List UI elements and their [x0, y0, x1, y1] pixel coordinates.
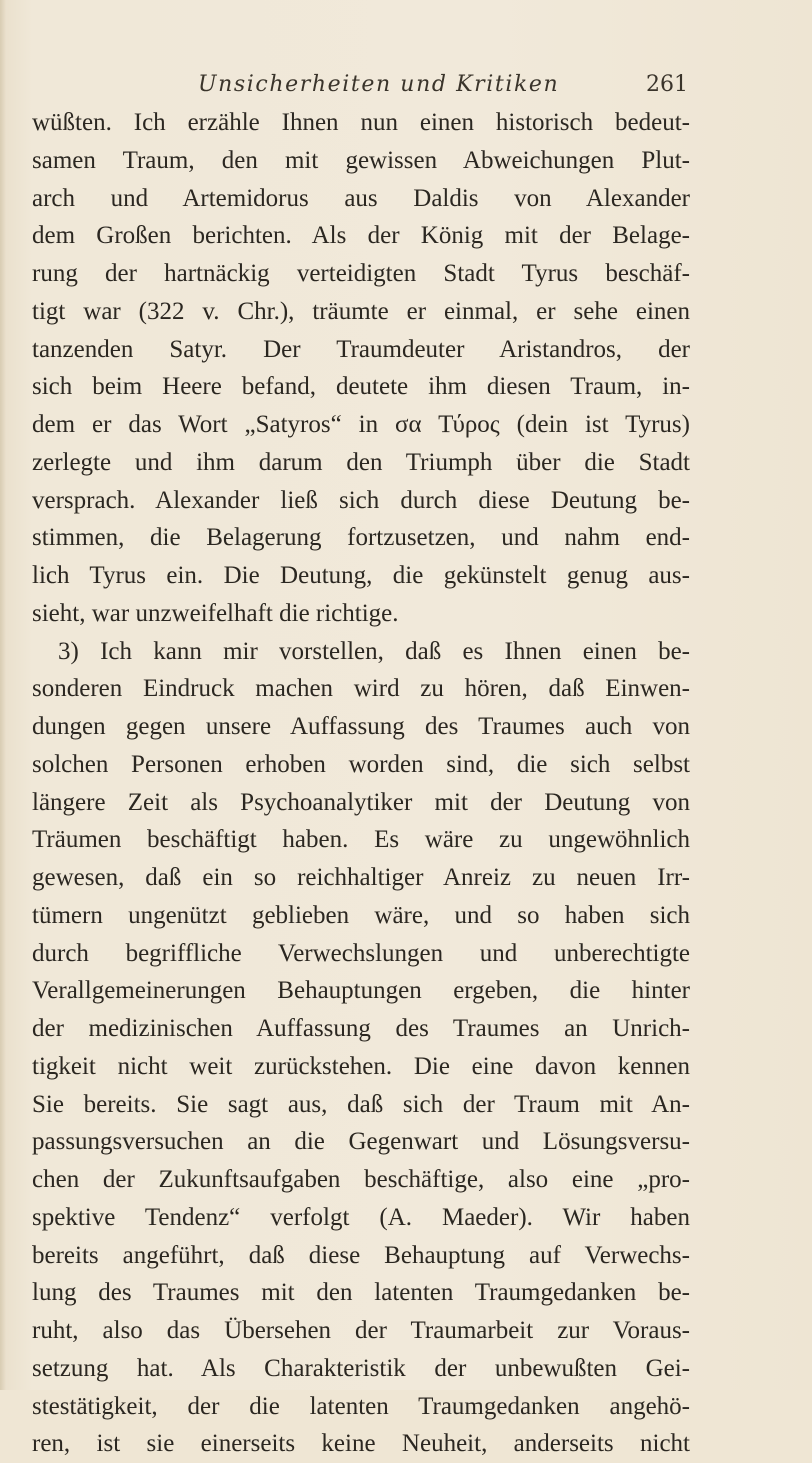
text-line: versprach. Alexander ließ sich durch diese Deutung be-	[32, 486, 690, 514]
text-line: dungen gegen unsere Auffassung des Traumes auch von	[32, 713, 690, 740]
text-line: setzung hat. Als Charakteristik der unbewußten Gei-	[32, 1354, 690, 1382]
text-line: gewesen, daß ein so reichhaltiger Anreiz zu neuen Irr-	[32, 864, 690, 891]
text-line: lich Tyrus ein. Die Deutung, die gekünstelt genug aus-	[32, 562, 690, 589]
text-line: Sie bereits. Sie sagt aus, daß sich der Traum mit An-	[32, 1090, 690, 1118]
text-line: Träumen beschäftigt haben. Es wäre zu ungewöhnlich	[32, 826, 690, 854]
text-line: chen der Zukunftsaufgaben beschäftige, also eine „pro-	[32, 1166, 690, 1193]
text-line: tümern ungenützt geblieben wäre, und so haben sich	[32, 901, 690, 929]
text-line: ren, ist sie einerseits keine Neuheit, anderseits nicht	[32, 1430, 690, 1458]
text-line: solchen Personen erhoben worden sind, die sich selbst	[32, 750, 690, 778]
text-line-paragraph-start: 3) Ich kann mir vorstellen, daß es Ihnen einen be-	[58, 637, 690, 665]
body-text	[32, 104, 690, 1463]
text-line: passungsversuchen an die Gegenwart und Lösungsversu-	[32, 1128, 690, 1156]
text-line: bereits angeführt, daß diese Behauptung auf Verwechs-	[32, 1241, 690, 1269]
text-line: tigkeit nicht weit zurückstehen. Die eine davon kennen	[32, 1052, 690, 1080]
text-line: ruht, also das Übersehen der Traumarbeit zur Voraus-	[32, 1317, 690, 1344]
text-line: lung des Traumes mit den latenten Traumgedanken be-	[32, 1279, 690, 1307]
page-header	[198, 72, 688, 102]
text-line: durch begriffliche Verwechslungen und unberechtigte	[32, 939, 690, 967]
page-number: 261	[646, 72, 688, 97]
text-line: spektive Tendenz“ verfolgt (A. Maeder). Wir haben	[32, 1203, 690, 1231]
text-line: arch und Artemidorus aus Daldis von Alexander	[32, 184, 690, 212]
text-line: Verallgemeinerungen Behauptungen ergeben, die hinter	[32, 977, 690, 1005]
text-line: längere Zeit als Psychoanalytiker mit der Deutung von	[32, 788, 690, 816]
text-line: stimmen, die Belagerung fortzusetzen, und nahm end-	[32, 524, 690, 552]
text-line: stestätigkeit, der die latenten Traumgedanken angehö-	[32, 1392, 690, 1420]
running-title: Unsicherheiten und Kritiken	[198, 72, 560, 97]
page-edge-shadow	[0, 0, 6, 1390]
text-line: dem Großen berichten. Als der König mit der Belage-	[32, 222, 690, 250]
text-line: dem er das Wort „Satyros“ in σα Τύρος (dein ist Tyrus)	[32, 411, 690, 438]
text-line: zerlegte und ihm darum den Triumph über die Stadt	[32, 448, 690, 476]
text-line: sonderen Eindruck machen wird zu hören, daß Einwen-	[32, 675, 690, 703]
text-line: tigt war (322 v. Chr.), träumte er einmal, er sehe einen	[32, 297, 690, 325]
text-line: samen Traum, den mit gewissen Abweichungen Plut-	[32, 146, 690, 174]
text-line: sich beim Heere befand, deutete ihm diesen Traum, in-	[32, 373, 690, 401]
text-line: tanzenden Satyr. Der Traumdeuter Aristandros, der	[32, 335, 690, 363]
text-line: der medizinischen Auffassung des Traumes an Unrich-	[32, 1015, 690, 1042]
text-line-paragraph-end: sieht, war unzweifelhaft die richtige.	[32, 599, 399, 627]
text-line: wüßten. Ich erzähle Ihnen nun einen historisch bedeut-	[32, 109, 690, 136]
text-line: rung der hartnäckig verteidigten Stadt Tyrus beschäf-	[32, 260, 690, 287]
